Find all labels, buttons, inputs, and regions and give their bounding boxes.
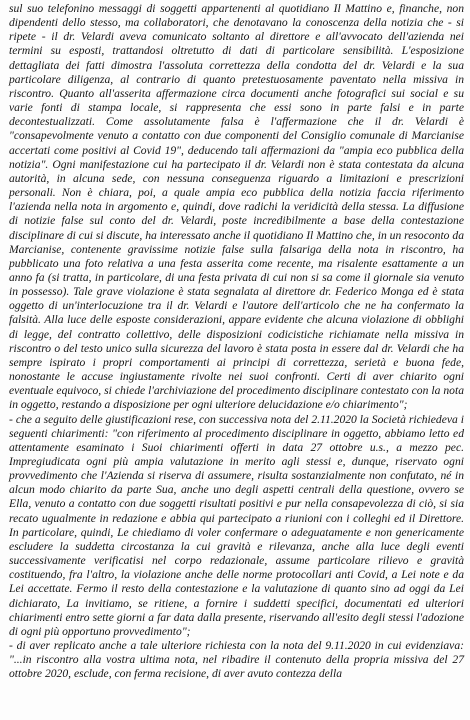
paragraph-velardi-defense: sul suo telefonino messaggi di soggetti appartenenti al quotidiano Il Mattino e, finanche, non dipendenti dello stesso, ma collaboratori, che denotavano la conoscenza della notizia che - si ripete - il dr. Velardi aveva comunicato soltanto al direttore e all'avvocato dell'azienda nei termini su esposti, trattandosi oltretutto di dati di particolare sensibilità. L'esposizione dettagliata dei fatti dimostra l'assoluta correttezza della condotta del dr. Velardi e la sua particolare diligenza, al contrario di quanto pretestuosamente paventato nella missiva in riscontro. Quanto all'asserita affermazione circa documenti anche fotografici sui social e su varie fonti di stampa locale, si rappresenta che essi sono in parte falsi e in parte decontestualizzati. Come assolutamente falsa è l'affermazione che il dr. Velardi è "consapevolmente venuto a contatto con due componenti del Consiglio comunale di Marcianise accertati come positivi al Covid 19", deducendo tali affermazioni da "ampia eco pubblica della notizia". Ogni manifestazione cui ha partecipato il dr. Velardi non è stata contestata da alcuna autorità, in alcuna sede, con nessuna conseguenza riguardo a limitazioni e prescrizioni personali. Non è chiara, poi, a quale ampia eco pubblica della notizia faccia riferimento l'azienda nella nota in argomento e, quindi, dove radichi la veridicità della stessa. La diffusione di notizie false sul conto del dr. Velardi, poste incredibilmente a base della contestazione disciplinare di cui si discute, ha interessato anche il quotidiano Il Mattino che, in un resoconto da Marcianise, contenente gravissime notizie false sulla falsariga della nota in riscontro, ha pubblicato una foto relativa a una festa asserita come recente, ma risalente esattamente a un anno fa (si tratta, in particolare, di una festa privata di cui non si sa come il giornale sia venuto in possesso). Tale grave violazione è stata segnalata al direttore dr. Federico Monga ed è stata oggetto di un'interlocuzione tra il dr. Velardi e l'autore dell'articolo che ne ha confermato la falsità. Alla luce delle esposte considerazioni, appare evidente che alcuna violazione di obblighi di legge, del contratto collettivo, delle disposizioni codicistiche richiamate nella missiva in riscontro o del testo unico sulla sicurezza del lavoro è stata posta in essere dal dr. Velardi che ha sempre ispirato i propri comportamenti ai principi di correttezza, serietà e buona fede, nonostante le accuse ingiustamente rivolte nei suoi confronti. Certi di aver chiarito ogni eventuale equivoco, si chiede l'archiviazione del procedimento disciplinare contestato con la nota in oggetto, restando a disposizione per ogni ulteriore delucidazione e/o chiarimento"; [9, 2, 464, 412]
paragraph-reply: - di aver replicato anche a tale ulteriore richiesta con la nota del 9.11.2020 in cui evidenziava: "...in riscontro alla vostra ultima nota, nel ribadire il contenuto della propria missiva del 27 ottobre 2020, esclude, con ferma recisione, di aver avuto contezza della [9, 639, 464, 681]
paragraph-clarification-request: - che a seguito delle giustificazioni rese, con successiva nota del 2.11.2020 la Società richiedeva i seguenti chiarimenti: "con riferimento al procedimento disciplinare in oggetto, abbiamo letto ed attentamente esaminato i Suoi chiarimenti offerti in data 27 ottobre u.s., a mezzo pec. Impregiudicata ogni più ampia valutazione in merito agli stessi e, dunque, riservato ogni provvedimento che l'Azienda si riserva di assumere, risulta sostanzialmente non confutato, né in alcun modo chiarito da parte Sua, anche uno degli aspetti centrali della questione, ovvero se Ella, venuto a contatto con due soggetti risultati positivi e pur nella consapevolezza di ciò, si sia recato ugualmente in redazione e abbia qui partecipato a riunioni con i colleghi ed il Direttore. In particolare, quindi, Le chiediamo di voler confermare o adeguatamente e non genericamente escludere la suddetta circostanza la cui gravità e rilevanza, anche alla luce degli eventi successivamente verificatisi nel corpo redazionale, assume particolare rilievo e gravità costituendo, fra l'altro, la violazione anche delle norme protocollari anti Covid, a Lei note e da Lei accettate. Fermo il resto della contestazione e la valutazione di quanto sino ad oggi da Lei dichiarato, La invitiamo, se ritiene, a fornire i suddetti specifici, documentati ed ulteriori chiarimenti entro sette giorni a far data dalla presente, riservando all'esito degli stessi l'adozione di ogni più opportuno provvedimento"; [9, 412, 464, 638]
